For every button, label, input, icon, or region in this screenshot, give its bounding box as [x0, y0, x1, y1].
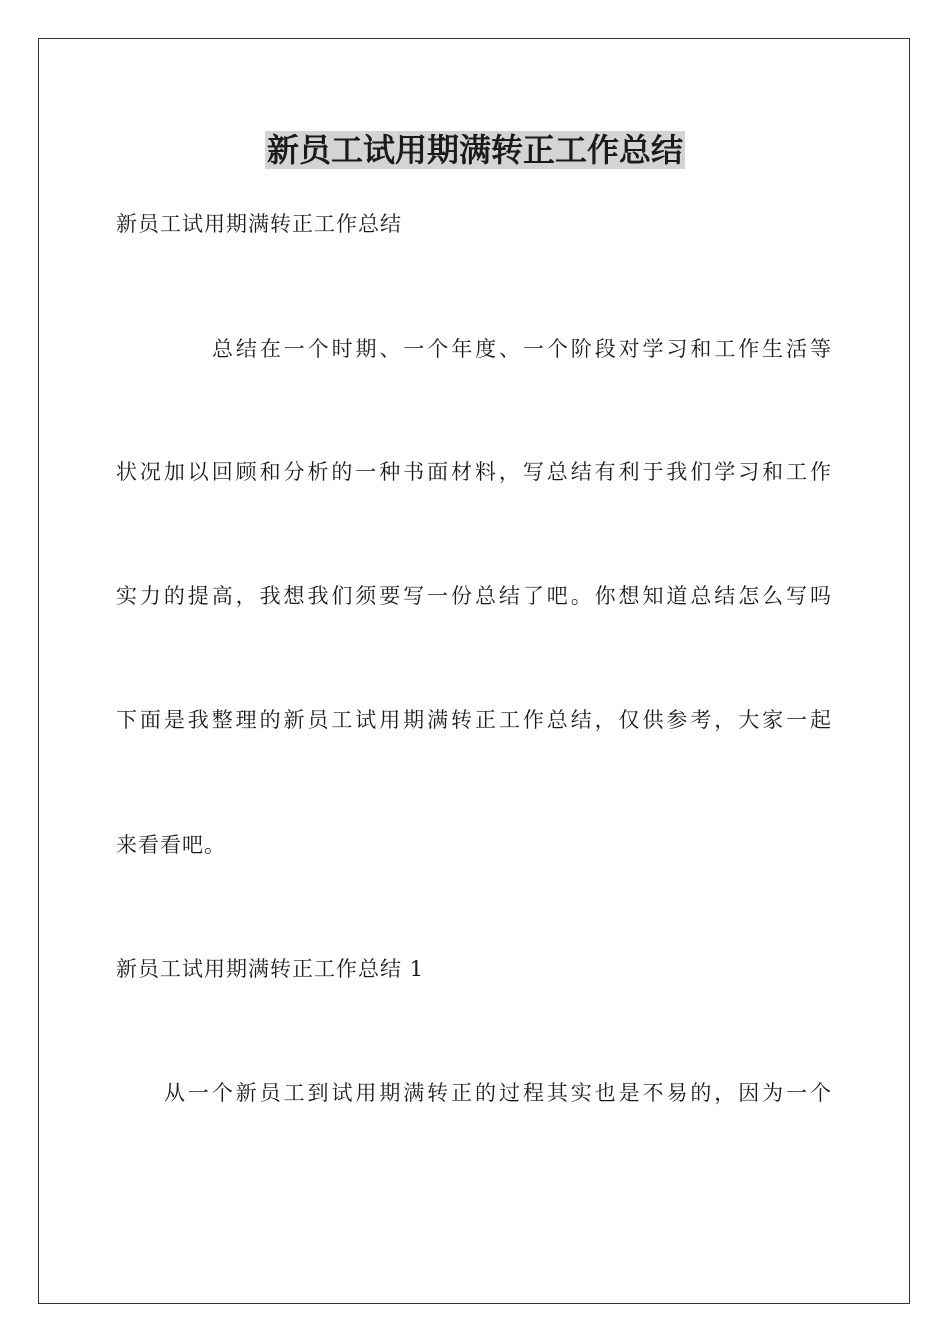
intro-line-1: 总结在一个时期、一个年度、一个阶段对学习和工作生活等 — [212, 337, 832, 361]
intro-line-4: 下面是我整理的新员工试用期满转正工作总结，仅供参考，大家一起 — [116, 708, 832, 732]
document-title-text: 新员工试用期满转正工作总结 — [266, 131, 683, 169]
intro-line-3: 实力的提高，我想我们须要写一份总结了吧。你想知道总结怎么写吗 — [116, 584, 832, 608]
intro-line-5: 来看看吧。 — [116, 833, 226, 857]
document-title — [0, 126, 950, 174]
intro-line-2: 状况加以回顾和分析的一种书面材料，写总结有利于我们学习和工作 — [116, 460, 832, 484]
section-line-1: 从一个新员工到试用期满转正的过程其实也是不易的，因为一个 — [164, 1081, 832, 1105]
section-heading: 新员工试用期满转正工作总结 1 — [116, 957, 425, 981]
document-subtitle: 新员工试用期满转正工作总结 — [116, 212, 402, 236]
